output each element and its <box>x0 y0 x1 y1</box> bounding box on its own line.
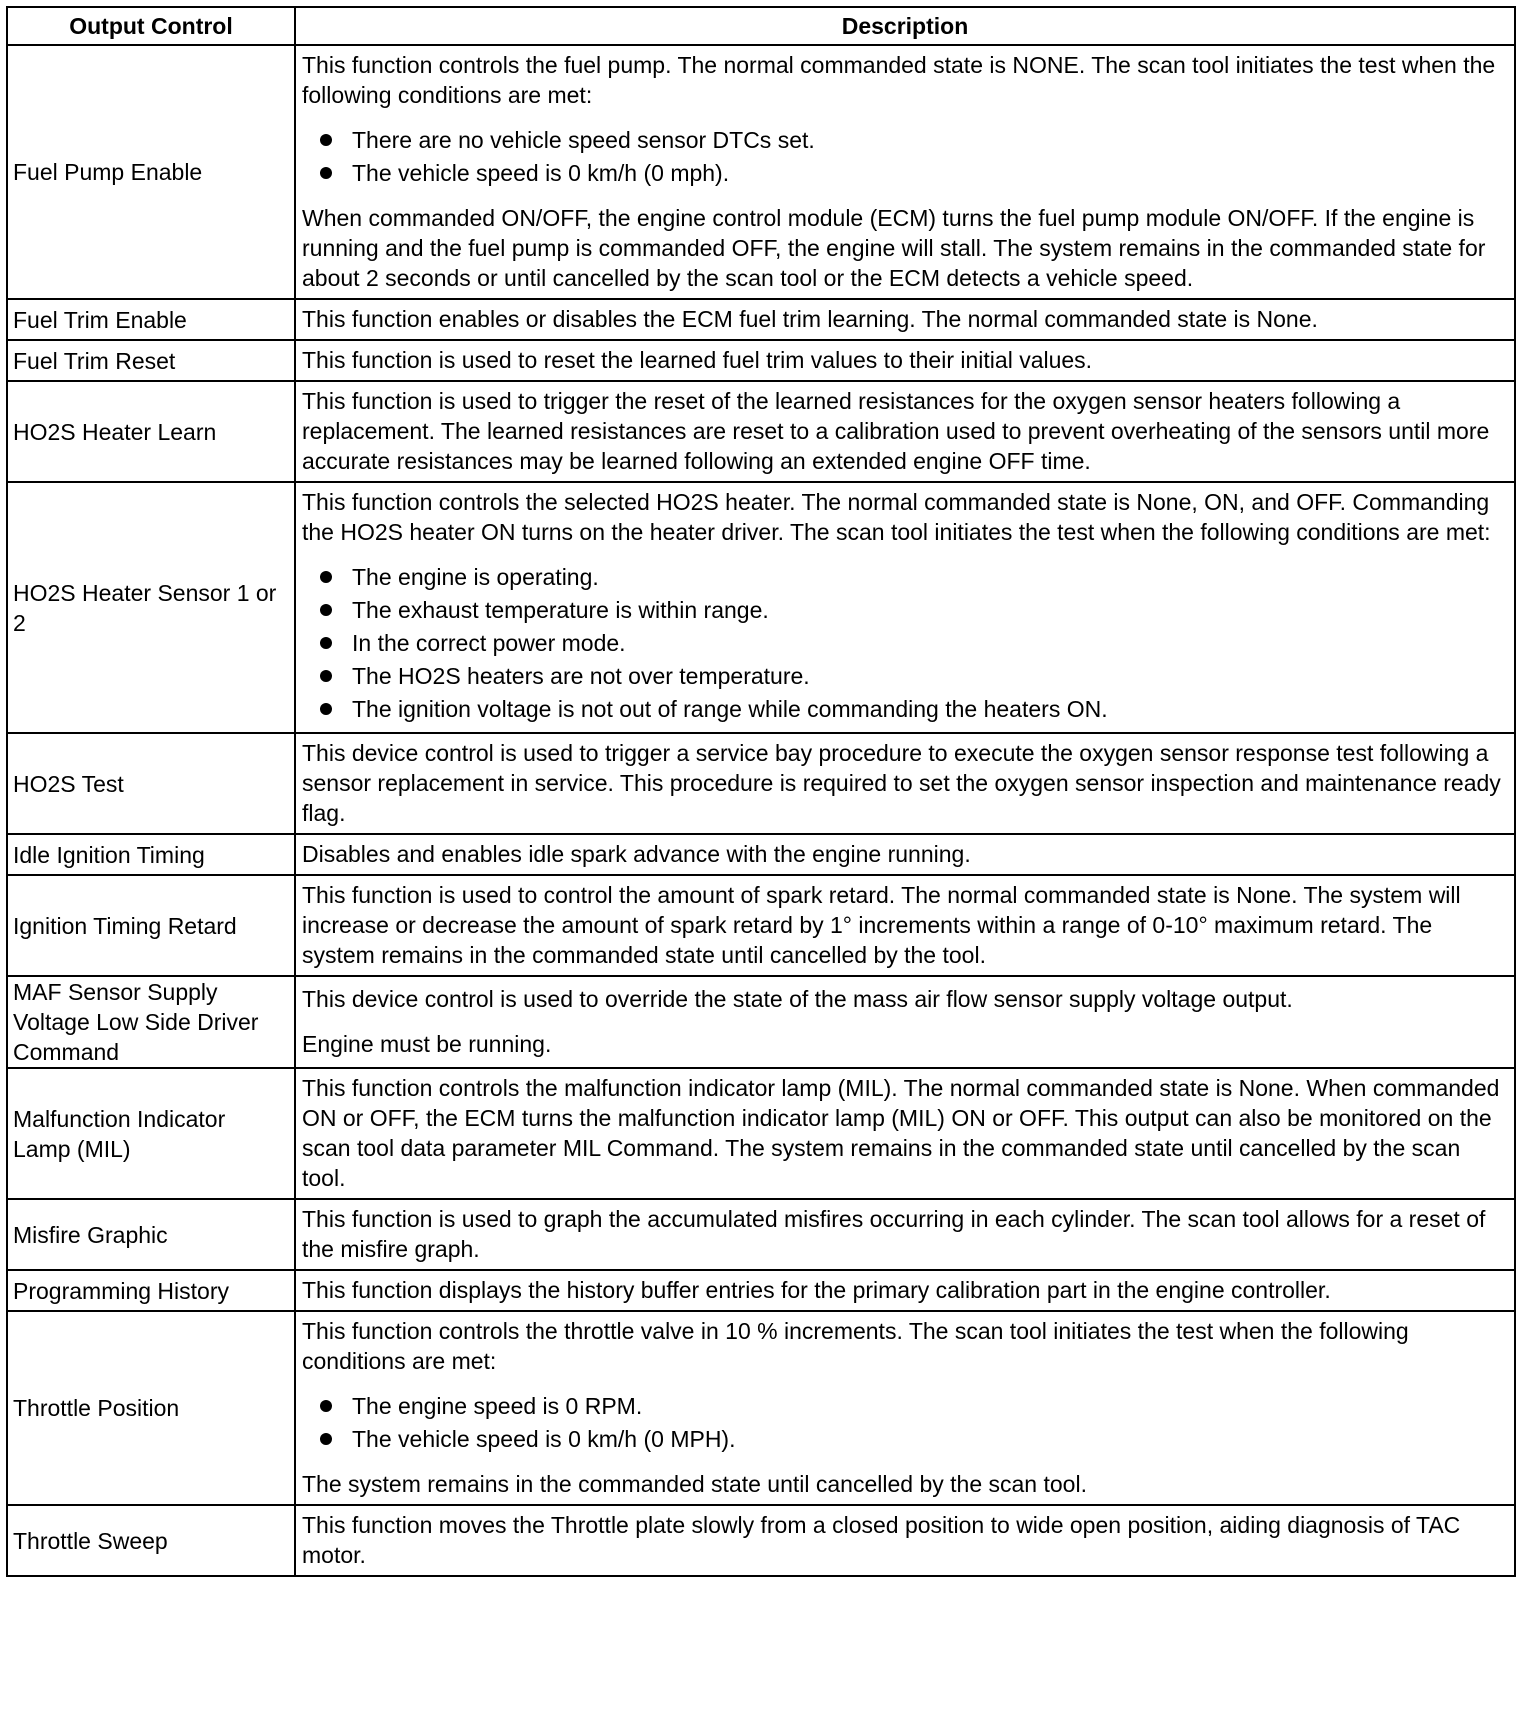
output-control-table <box>6 6 1516 1577</box>
output-control-cell: Ignition Timing Retard <box>7 875 295 976</box>
description-paragraph: This function controls the malfunction indicator lamp (MIL). The normal commanded state is None. When commanded ON or OFF, the ECM turns the malfunction indicator lamp (MIL) ON or OFF. This output can also be monitored on the scan tool data parameter MIL Command. The system remains in the commanded state until cancelled by the scan tool. <box>302 1075 1500 1191</box>
description-paragraph: This function displays the history buffer entries for the primary calibration part in the engine controller. <box>302 1277 1331 1303</box>
output-control-cell: HO2S Heater Sensor 1 or 2 <box>7 482 295 733</box>
table-row <box>7 875 1515 976</box>
description-cell <box>295 299 1515 340</box>
table-row <box>7 1311 1515 1505</box>
description-cell <box>295 381 1515 482</box>
description-cell <box>295 733 1515 834</box>
output-control-cell: Fuel Trim Enable <box>7 299 295 340</box>
description-paragraph: This function controls the throttle valve in 10 % increments. The scan tool initiates the test when the following conditions are met: <box>302 1318 1409 1374</box>
table-body <box>7 45 1515 1576</box>
description-paragraph: When commanded ON/OFF, the engine control module (ECM) turns the fuel pump module ON/OFF. If the engine is running and the fuel pump is commanded OFF, the engine will stall. The system remains in the commanded state for about 2 seconds or until cancelled by the scan tool or the ECM detects a vehicle speed. <box>302 205 1486 291</box>
description-cell <box>295 976 1515 1068</box>
output-control-cell: Fuel Pump Enable <box>7 45 295 299</box>
condition-list <box>302 1391 1508 1454</box>
condition-list-item: The HO2S heaters are not over temperature. <box>320 661 1508 691</box>
output-control-cell: Misfire Graphic <box>7 1199 295 1270</box>
condition-list <box>302 562 1508 724</box>
header-description: Description <box>295 7 1515 45</box>
condition-list-item: The ignition voltage is not out of range while commanding the heaters ON. <box>320 694 1508 724</box>
output-control-cell: Throttle Position <box>7 1311 295 1505</box>
table-header-row <box>7 7 1515 45</box>
table-row <box>7 1270 1515 1311</box>
table-row <box>7 1068 1515 1199</box>
description-cell <box>295 875 1515 976</box>
description-paragraph: This function is used to control the amount of spark retard. The normal commanded state is None. The system will increase or decrease the amount of spark retard by 1° increments within a range of 0-10° maximum retard. The system remains in the commanded state until cancelled by the tool. <box>302 882 1461 968</box>
output-control-cell: Throttle Sweep <box>7 1505 295 1576</box>
output-control-cell: Fuel Trim Reset <box>7 340 295 381</box>
output-control-cell: HO2S Heater Learn <box>7 381 295 482</box>
condition-list-item: The engine is operating. <box>320 562 1508 592</box>
condition-list-item: There are no vehicle speed sensor DTCs set. <box>320 125 1508 155</box>
description-paragraph: This device control is used to trigger a service bay procedure to execute the oxygen sensor response test following a sensor replacement in service. This procedure is required to set the oxygen sensor inspection and maintenance ready flag. <box>302 740 1501 826</box>
output-control-cell: Idle Ignition Timing <box>7 834 295 875</box>
output-control-cell: Programming History <box>7 1270 295 1311</box>
table-row <box>7 299 1515 340</box>
description-paragraph: This function is used to trigger the reset of the learned resistances for the oxygen sensor heaters following a replacement. The learned resistances are reset to a calibration used to prevent overheating of the sensors until more accurate resistances may be learned following an extended engine OFF time. <box>302 388 1490 474</box>
description-cell <box>295 1311 1515 1505</box>
table-row <box>7 381 1515 482</box>
output-control-cell: MAF Sensor Supply Voltage Low Side Driver Command <box>7 976 295 1068</box>
description-cell <box>295 1270 1515 1311</box>
condition-list <box>302 125 1508 188</box>
table-row <box>7 482 1515 733</box>
description-paragraph: This function controls the selected HO2S heater. The normal commanded state is None, ON, and OFF. Commanding the HO2S heater ON turns on the heater driver. The scan tool initiates the test when the following conditions are met: <box>302 489 1491 545</box>
description-paragraph: This function is used to reset the learned fuel trim values to their initial values. <box>302 347 1093 373</box>
description-cell <box>295 1068 1515 1199</box>
table-row <box>7 45 1515 299</box>
output-control-cell: HO2S Test <box>7 733 295 834</box>
table-row <box>7 1199 1515 1270</box>
description-cell <box>295 482 1515 733</box>
table-row <box>7 340 1515 381</box>
header-output-control: Output Control <box>7 7 295 45</box>
description-cell <box>295 834 1515 875</box>
description-cell <box>295 1505 1515 1576</box>
output-control-cell: Malfunction Indicator Lamp (MIL) <box>7 1068 295 1199</box>
condition-list-item: The vehicle speed is 0 km/h (0 MPH). <box>320 1424 1508 1454</box>
description-cell <box>295 340 1515 381</box>
output-control-document <box>6 6 1514 1577</box>
condition-list-item: The vehicle speed is 0 km/h (0 mph). <box>320 158 1508 188</box>
condition-list-item: The engine speed is 0 RPM. <box>320 1391 1508 1421</box>
description-paragraph: Engine must be running. <box>302 1031 552 1057</box>
description-paragraph: This function controls the fuel pump. The normal commanded state is NONE. The scan tool initiates the test when the following conditions are met: <box>302 52 1496 108</box>
description-paragraph: This function is used to graph the accumulated misfires occurring in each cylinder. The scan tool allows for a reset of the misfire graph. <box>302 1206 1486 1262</box>
condition-list-item: In the correct power mode. <box>320 628 1508 658</box>
description-paragraph: This function moves the Throttle plate slowly from a closed position to wide open position, aiding diagnosis of TAC motor. <box>302 1512 1461 1568</box>
condition-list-item: The exhaust temperature is within range. <box>320 595 1508 625</box>
description-paragraph: The system remains in the commanded state until cancelled by the scan tool. <box>302 1471 1087 1497</box>
description-paragraph: This function enables or disables the ECM fuel trim learning. The normal commanded state is None. <box>302 306 1318 332</box>
table-row <box>7 834 1515 875</box>
description-cell <box>295 45 1515 299</box>
table-row <box>7 733 1515 834</box>
table-row <box>7 976 1515 1068</box>
description-paragraph: This device control is used to override the state of the mass air flow sensor supply voltage output. <box>302 986 1293 1012</box>
table-row <box>7 1505 1515 1576</box>
description-paragraph: Disables and enables idle spark advance with the engine running. <box>302 841 971 867</box>
description-cell <box>295 1199 1515 1270</box>
